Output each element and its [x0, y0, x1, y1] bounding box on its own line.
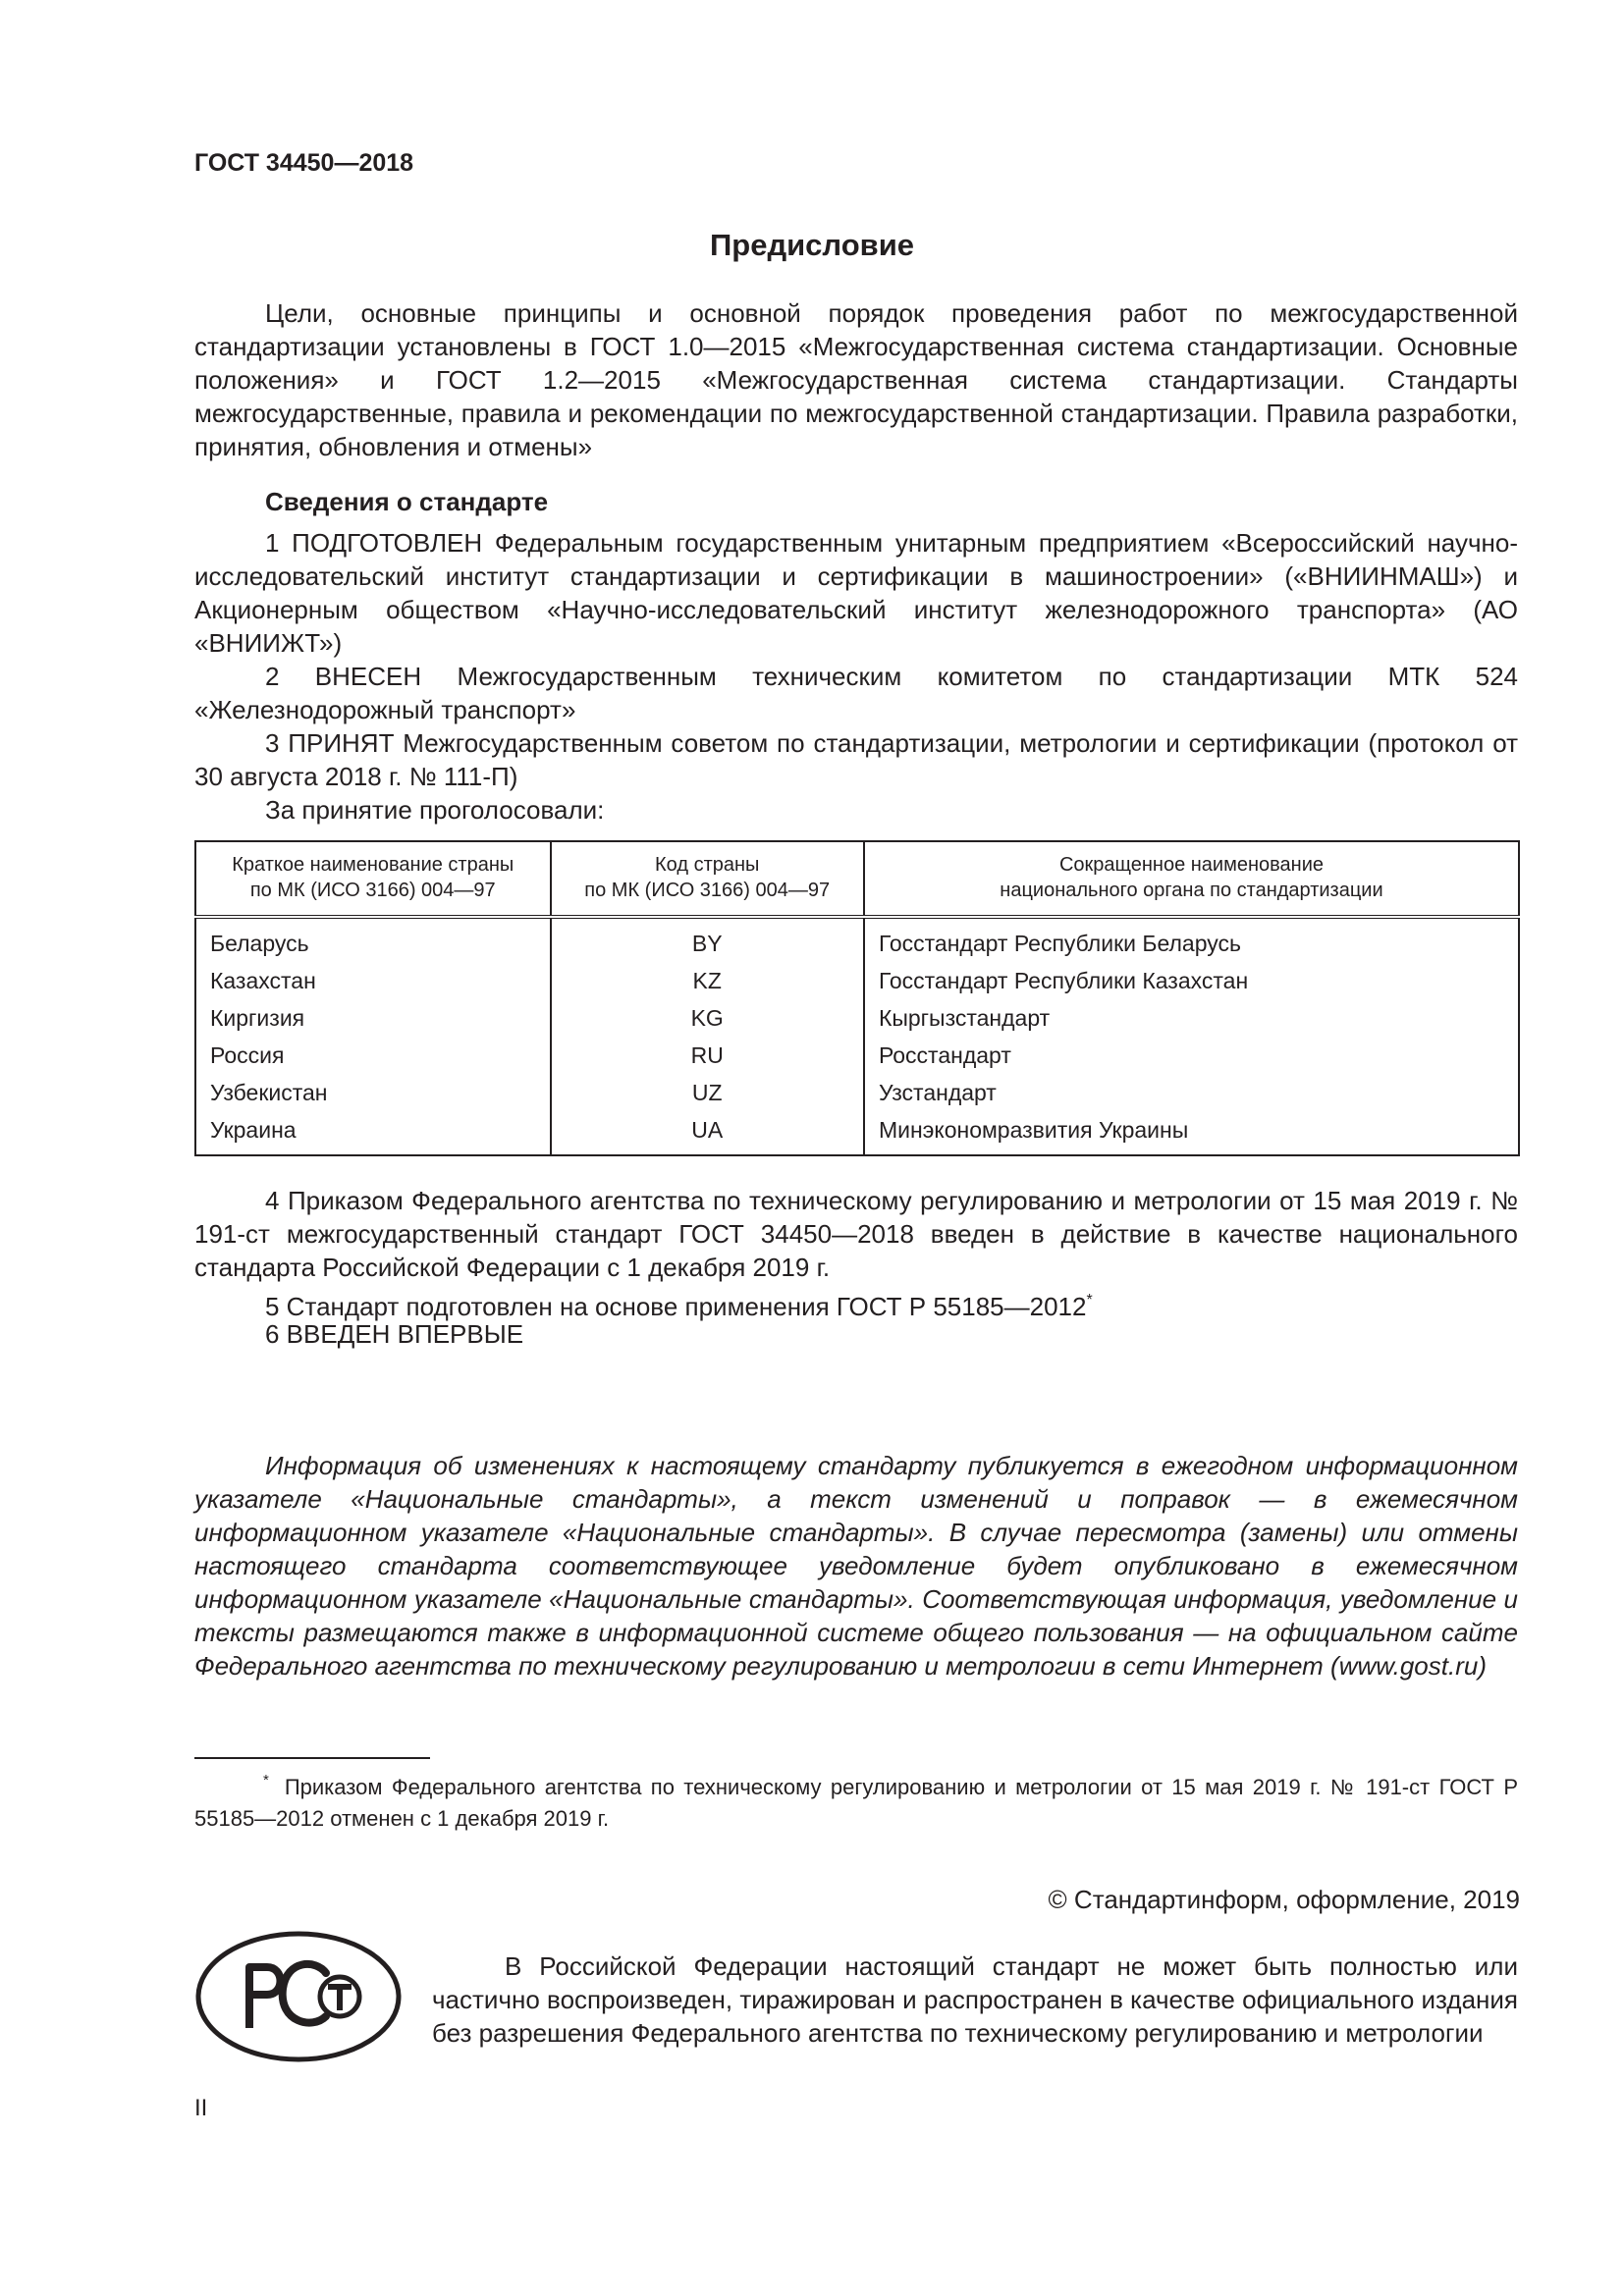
footnote-divider	[194, 1757, 430, 1759]
footnote	[194, 1765, 1518, 1835]
country-cell: Узбекистан	[210, 1079, 328, 1105]
body-cell: Минэкономразвития Украины	[864, 1111, 1519, 1155]
voting-table	[194, 840, 1520, 1156]
table-row	[195, 1111, 1519, 1155]
code-cell: RU	[551, 1037, 864, 1074]
rst-certification-logo	[194, 1930, 403, 2063]
code-cell: UA	[551, 1111, 864, 1155]
table-row	[195, 1074, 1519, 1111]
table-header-row	[195, 841, 1519, 917]
country-cell: Киргизия	[210, 1004, 305, 1031]
body-cell: Госстандарт Республики Казахстан	[864, 962, 1519, 999]
column-header-line: Код страны	[655, 854, 760, 876]
country-cell: Казахстан	[210, 967, 316, 993]
footnote-text: Приказом Федерального агентства по техническому регулированию и метрологии от 15 мая 2019 г. № 191-ст ГОСТ Р 55185—2012 отменен с 1 декабря 2019 г.	[194, 1775, 1518, 1831]
document-code: ГОСТ 34450—2018	[194, 149, 414, 177]
code-cell: KG	[551, 999, 864, 1037]
body-cell: Кыргызстандарт	[864, 999, 1519, 1037]
footnote-reference-mark: *	[1086, 1292, 1093, 1308]
column-header-body	[864, 841, 1519, 917]
country-cell: Беларусь	[210, 930, 309, 956]
code-cell: UZ	[551, 1074, 864, 1111]
intro-paragraph: Цели, основные принципы и основной порядок проведения работ по межгосударственной стандартизации установлены в ГОСТ 1.0—2015 «Межгосударственная система стандартизации. Основные положения» и ГОСТ 1.2—2015 «Межгосударственная система стандартизации. Стандарты межгосударственные, правила и рекомендации по межгосударственной стандартизации. Правила разработки, принятия, обновления и отмены»	[194, 298, 1518, 461]
column-header-country	[195, 841, 551, 917]
section-heading: Сведения о стандарте	[265, 487, 549, 516]
vote-intro: За принятие проголосовали:	[265, 795, 605, 825]
footnote-mark: *	[263, 1772, 269, 1789]
country-cell: Россия	[210, 1041, 285, 1068]
rst-logo-icon	[194, 1930, 403, 2063]
item-5-text: 5 Стандарт подготовлен на основе применения ГОСТ Р 55185—2012	[265, 1292, 1087, 1321]
column-header-line: национального органа по стандартизации	[1000, 880, 1383, 901]
column-header-line: Сокращенное наименование	[1058, 854, 1324, 876]
copyright-line: © Стандартинформ, оформление, 2019	[1048, 1885, 1520, 1914]
column-header-line: Краткое наименование страны	[232, 854, 514, 876]
table-row	[195, 917, 1519, 962]
body-cell: Госстандарт Республики Беларусь	[864, 917, 1519, 962]
copyright-notice: В Российской Федерации настоящий стандарт не может быть полностью или частично воспроизведен, тиражирован и распространен в качестве официального издания без разрешения Федерального агентства по техническому регулированию и метрологии	[432, 1951, 1518, 2048]
page-title: Предисловие	[709, 228, 914, 262]
table-row	[195, 1037, 1519, 1074]
item-6-line: 6 ВВЕДЕН ВПЕРВЫЕ	[265, 1319, 524, 1349]
column-header-line: по МК (ИСО 3166) 004—97	[584, 880, 831, 901]
page-number: II	[194, 2095, 208, 2121]
column-header-code	[551, 841, 864, 917]
item-1-paragraph: 1 ПОДГОТОВЛЕН Федеральным государственным унитарным предприятием «Всероссийский научно-исследовательский институт стандартизации и сертификации в машиностроении» («ВНИИНМАШ») и Акционерным обществом «Научно-исследовательский институт железнодорожного транспорта» (АО «ВНИИЖТ»)	[194, 528, 1518, 658]
country-cell: Украина	[210, 1116, 297, 1143]
table-row	[195, 999, 1519, 1037]
code-cell: BY	[551, 917, 864, 962]
code-cell: KZ	[551, 962, 864, 999]
info-paragraph: Информация об изменениях к настоящему стандарту публикуется в ежегодном информационном указателе «Национальные стандарты», а текст изменений и поправок — в ежемесячном информационном указателе «Национальные стандарты». В случае пересмотра (замены) или отмены настоящего стандарта соответствующее уведомление будет опубликовано в ежемесячном информационном указателе «Национальные стандарты». Соответствующая информация, уведомление и тексты размещаются также в информационной системе общего пользования — на официальном сайте Федерального агентства по техническому регулированию и метрологии в сети Интернет (www.gost.ru)	[194, 1451, 1518, 1681]
table-row	[195, 962, 1519, 999]
body-cell: Узстандарт	[864, 1074, 1519, 1111]
column-header-line: по МК (ИСО 3166) 004—97	[249, 880, 496, 901]
body-cell: Росстандарт	[864, 1037, 1519, 1074]
item-4-paragraph: 4 Приказом Федерального агентства по техническому регулированию и метрологии от 15 мая 2019 г. № 191-ст межгосударственный стандарт ГОСТ 34450—2018 введен в действие в качестве национального стандарта Российской Федерации с 1 декабря 2019 г.	[194, 1186, 1518, 1282]
item-2-paragraph: 2 ВНЕСЕН Межгосударственным техническим комитетом по стандартизации МТК 524 «Железнодорожный транспорт»	[194, 662, 1518, 724]
item-3-paragraph: 3 ПРИНЯТ Межгосударственным советом по стандартизации, метрологии и сертификации (протокол от 30 августа 2018 г. № 111-П)	[194, 728, 1518, 791]
